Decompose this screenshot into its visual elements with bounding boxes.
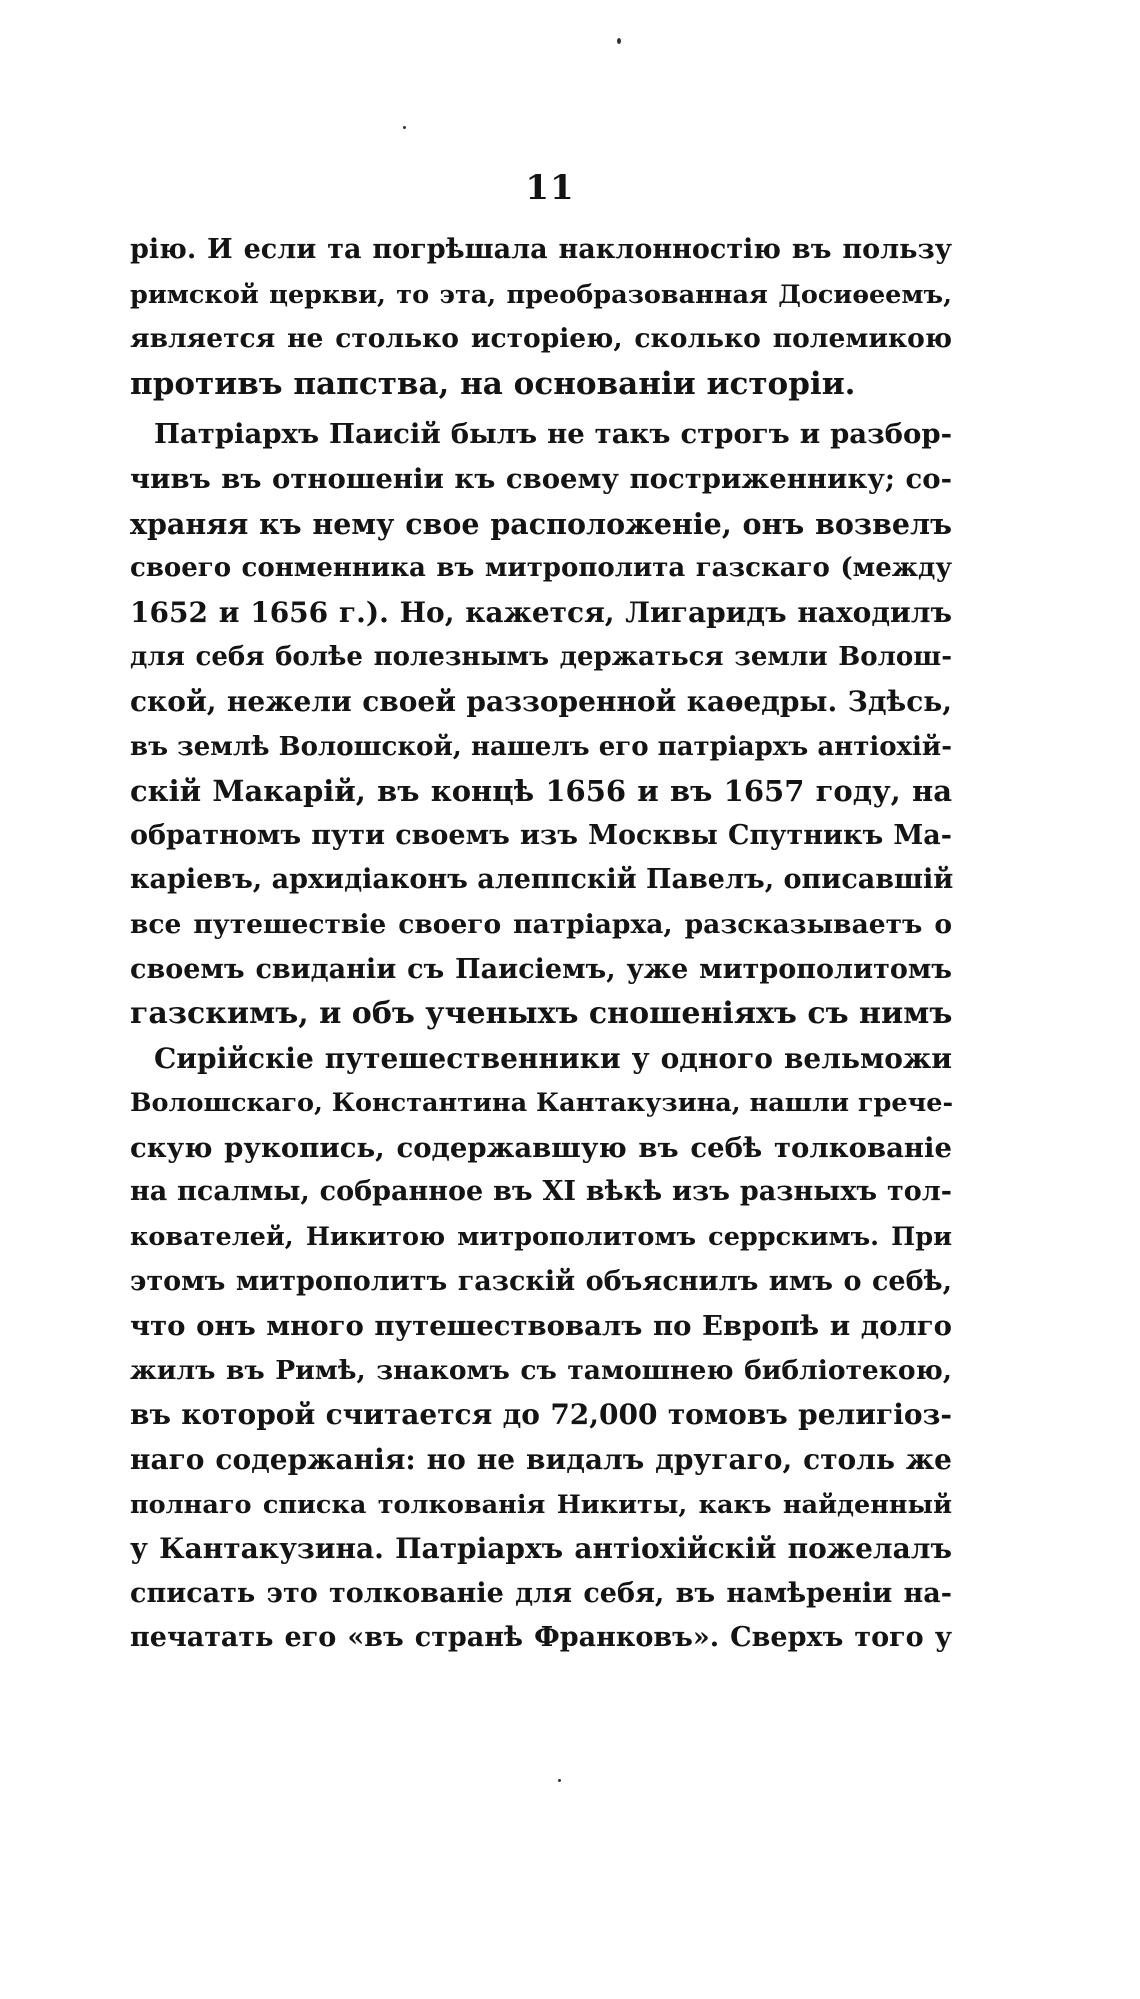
text-line: Сирійскіе путешественники у одного вельможи <box>154 1041 952 1075</box>
ink-speck <box>617 38 621 44</box>
text-line: газскимъ, и объ ученыхъ сношеніяхъ съ нимъ <box>130 996 953 1032</box>
text-line: въ которой считается до 72,000 томовъ религіоз- <box>130 1398 952 1432</box>
text-line: полнаго списка толкованія Никиты, какъ найденный <box>130 1489 952 1520</box>
text-line: наго содержанія: но не видалъ другаго, столь же <box>130 1443 952 1477</box>
text-line: кователей, Никитою митрополитомъ серрскимъ. При <box>130 1222 952 1253</box>
text-line: въ землѣ Волошской, нашелъ его патріархъ антіохій- <box>130 731 952 762</box>
text-line: списать это толкованіе для себя, въ намѣреніи на- <box>130 1577 952 1609</box>
ink-speck <box>403 126 406 129</box>
text-line: у Кантакузина. Патріархъ антіохійскій пожелалъ <box>130 1532 952 1566</box>
text-line: является не столько исторіею, сколько полемикою <box>130 323 952 355</box>
text-line: Волошскаго, Константина Кантакузина, нашли грече- <box>130 1088 954 1119</box>
text-line: этомъ митрополитъ газскій объяснилъ имъ о себѣ, <box>130 1265 952 1297</box>
text-line: своемъ свиданіи съ Паисіемъ, уже митрополитомъ <box>130 953 952 985</box>
text-line: храняя къ нему свое расположеніе, онъ возвелъ <box>130 506 952 541</box>
text-line: рію. И если та погрѣшала наклонностію въ пользу <box>130 234 952 265</box>
text-line: римской церкви, то эта, преобразованная Досиѳеемъ, <box>130 279 952 310</box>
text-line: на псалмы, собранное въ XI вѣкѣ изъ разныхъ тол- <box>130 1176 952 1208</box>
text-line: каріевъ, архидіаконъ алеппскій Павелъ, описавшій <box>130 864 954 896</box>
text-line: 1652 и 1656 г.). Но, кажется, Лигаридъ находилъ <box>130 595 952 629</box>
page-number: 11 <box>525 168 575 208</box>
text-line: Патріархъ Паисій былъ не такъ строгъ и разбор- <box>154 418 952 451</box>
text-line: все путешествіе своего патріарха, разсказываетъ о <box>130 908 952 940</box>
text-line: своего сонменника въ митрополита газскаго (между <box>130 553 952 584</box>
text-line: для себя болѣе полезнымъ держаться земли Волош- <box>130 642 952 673</box>
text-line: печатать его «въ странѣ Франковъ». Сверхъ того у <box>130 1622 952 1654</box>
text-line: жилъ въ Римѣ, знакомъ съ тамошнею библіотекою, <box>130 1354 952 1386</box>
body-text <box>130 228 952 1661</box>
text-line: обратномъ пути своемъ изъ Москвы Спутникъ Ма- <box>130 819 952 851</box>
text-line: скую рукопись, содержавшую въ себѣ толкованіе <box>130 1131 952 1164</box>
text-line: противъ папства, на основаніи исторіи. <box>130 365 856 402</box>
text-line: скій Макарій, въ концѣ 1656 и въ 1657 году, на <box>130 774 952 809</box>
text-line: что онъ много путешествовалъ по Европѣ и долго <box>130 1310 952 1343</box>
text-line: ской, нежели своей раззоренной каѳедры. Здѣсь, <box>130 684 952 718</box>
text-line: чивъ въ отношеніи къ своему постриженнику; со- <box>130 462 952 495</box>
ink-speck <box>558 1779 561 1782</box>
